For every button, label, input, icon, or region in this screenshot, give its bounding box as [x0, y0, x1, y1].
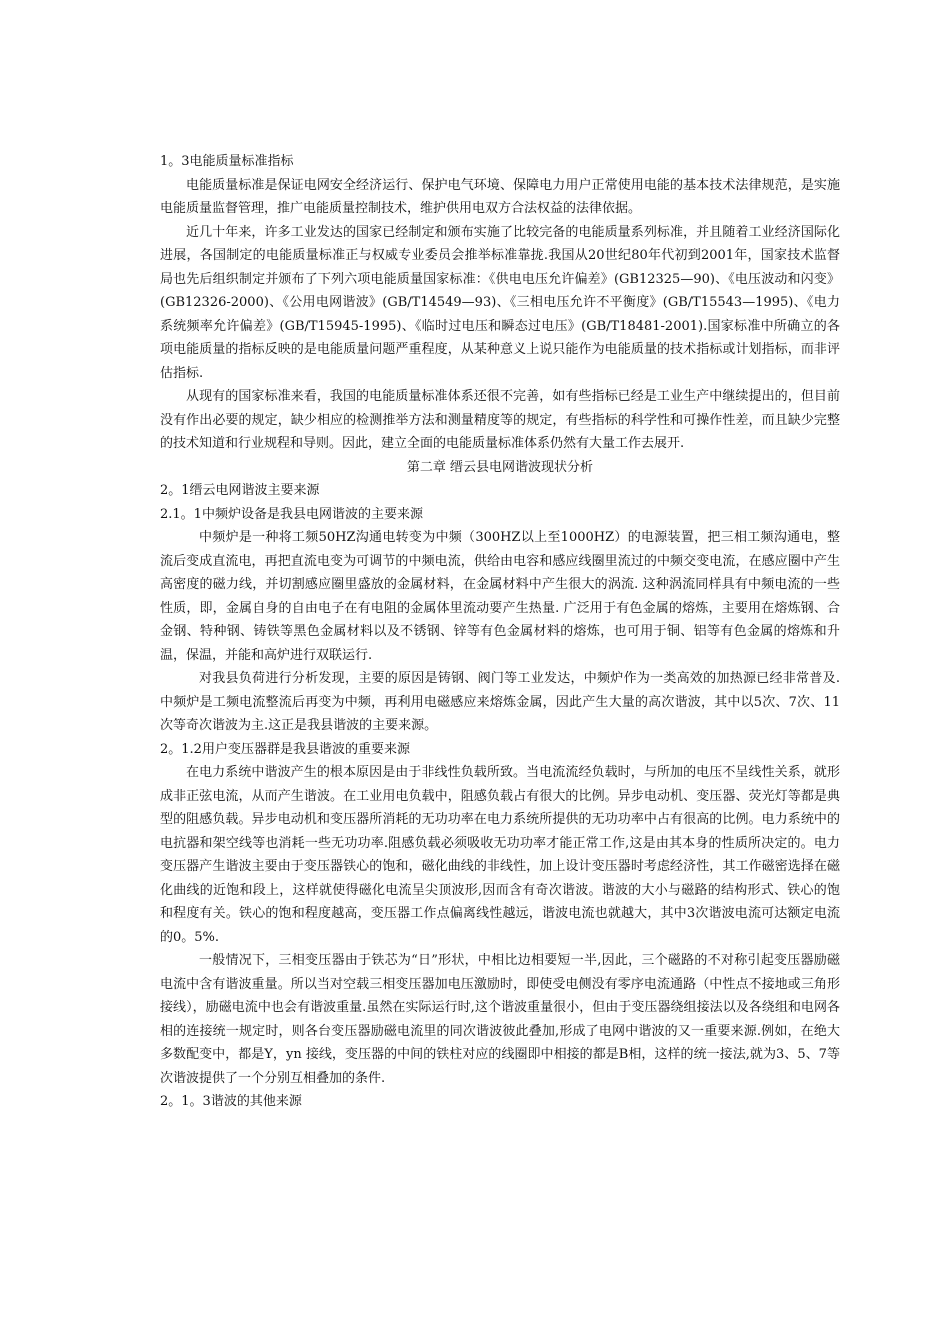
document-body [160, 150, 840, 1114]
subsection-heading-2-1-2: 2。1.2用户变压器群是我县谐波的重要来源 [160, 741, 410, 757]
paragraph: 对我县负荷进行分析发现，主要的原因是铸钢、阀门等工业发达，中频炉作为一类高效的加热源已经非常普及.中频炉是工频电流整流后再变为中频，再利用电磁感应来熔炼金属，因此产生大量的高次谐波，其中以5次、7次、11次等奇次谐波为主.这正是我县谐波的主要来源。 [160, 671, 840, 733]
paragraph: 一般情况下，三相变压器由于铁芯为“日”形状，中相比边相要短一半,因此，三个磁路的不对称引起变压器励磁电流中含有谐波重量。所以当对空载三相变压器加电压激励时，即使受电侧没有零序电流通路（中性点不接地或三角形接线），励磁电流中也会有谐波重量.虽然在实际运行时,这个谐波重量很小，但由于变压器绕组接法以及各绕组和电网各相的连接统一规定时，则各台变压器励磁电流里的同次谐波彼此叠加,形成了电网中谐波的又一重要来源.例如，在绝大多数配变中，都是Y，yn 接线，变压器的中间的铁柱对应的线圈即中相接的都是B相，这样的统一接法,就为3、5、7等次谐波提供了一个分别互相叠加的条件. [160, 953, 840, 1086]
paragraph: 电能质量标准是保证电网安全经济运行、保护电气环境、保障电力用户正常使用电能的基本技术法律规范，是实施电能质量监督管理，推广电能质量控制技术，维护供用电双方合法权益的法律依据。 [160, 177, 840, 216]
paragraph: 从现有的国家标准来看，我国的电能质量标准体系还很不完善，如有些指标已经是工业生产中继续提出的，但目前没有作出必要的规定，缺少相应的检测推举方法和测量精度等的规定，有些指标的科学性和可操作性差，而且缺少完整的技术知道和行业规程和导则。因此，建立全面的电能质量标准体系仍然有大量工作去展开. [160, 389, 840, 451]
section-heading-2-1: 2。1缙云电网谐波主要来源 [160, 483, 320, 498]
chapter-title: 第二章 缙云县电网谐波现状分析 [406, 459, 594, 475]
paragraph: 中频炉是一种将工频50HZ沟通电转变为中频（300HZ以上至1000HZ）的电源装置，把三相工频沟通电，整流后变成直流电，再把直流电变为可调节的中频电流，供给由电容和感应线圈里流过的中频交变电流，在感应圈中产生高密度的磁力线，并切割感应圈里盛放的金属材料，在金属材料中产生很大的涡流. 这种涡流同样具有中频电流的一些性质，即，金属自身的自由电子在有电阻的金属体里流动要产生热量. 广泛用于有色金属的熔炼，主要用在熔炼钢、合金钢、特种钢、铸铁等黑色金属材料以及不锈钢、锌等有色金属材料的熔炼，也可用于铜、铝等有色金属的熔炼和升温，保温，并能和高炉进行双联运行. [160, 530, 840, 663]
section-heading-1-3: 1。3电能质量标准指标 [160, 154, 294, 169]
subsection-heading-2-1-3: 2。1。3谐波的其他来源 [160, 1094, 302, 1109]
paragraph: 近几十年来，许多工业发达的国家已经制定和颁布实施了比较完备的电能质量系列标准，并且随着工业经济国际化进展，各国制定的电能质量标准正与权威专业委员会推举标准靠拢.我国从20世纪80年代初到2001年，国家技术监督局也先后组织制定并颁布了下列六项电能质量国家标准：《供电电压允许偏差》(GB12325—90)、《电压波动和闪变》(GB12326-2000)、《公用电网谐波》(GB/T14549—93)、《三相电压允许不平衡度》(GB/T15543—1995)、《电力系统频率允许偏差》(GB/T15945-1995)、《临时过电压和瞬态过电压》(GB/T18481-2001).国家标准中所确立的各项电能质量的指标反映的是电能质量问题严重程度，从某种意义上说只能作为电能质量的技术指标或计划指标，而非评估指标. [160, 224, 840, 381]
subsection-heading-2-1-1: 2.1。1中频炉设备是我县电网谐波的主要来源 [160, 506, 423, 522]
paragraph: 在电力系统中谐波产生的根本原因是由于非线性负载所致。当电流流经负载时，与所加的电压不呈线性关系，就形成非正弦电流，从而产生谐波。在工业用电负载中，阻感负载占有很大的比例。异步电动机、变压器、荧光灯等都是典型的阻感负载。异步电动机和变压器所消耗的无功功率在电力系统所提供的无功功率中占有很高的比例。电力系统中的电抗器和架空线等也消耗一些无功功率.阻感负载必须吸收无功功率才能正常工作,这是由其本身的性质所决定的。电力变压器产生谐波主要由于变压器铁心的饱和，磁化曲线的非线性，加上设计变压器时考虑经济性，其工作磁密选择在磁化曲线的近饱和段上，这样就使得磁化电流呈尖顶波形,因而含有奇次谐波。谐波的大小与磁路的结构形式、铁心的饱和程度有关。铁心的饱和程度越高，变压器工作点偏离线性越远，谐波电流也就越大，其中3次谐波电流可达额定电流的0。5%. [160, 765, 840, 945]
